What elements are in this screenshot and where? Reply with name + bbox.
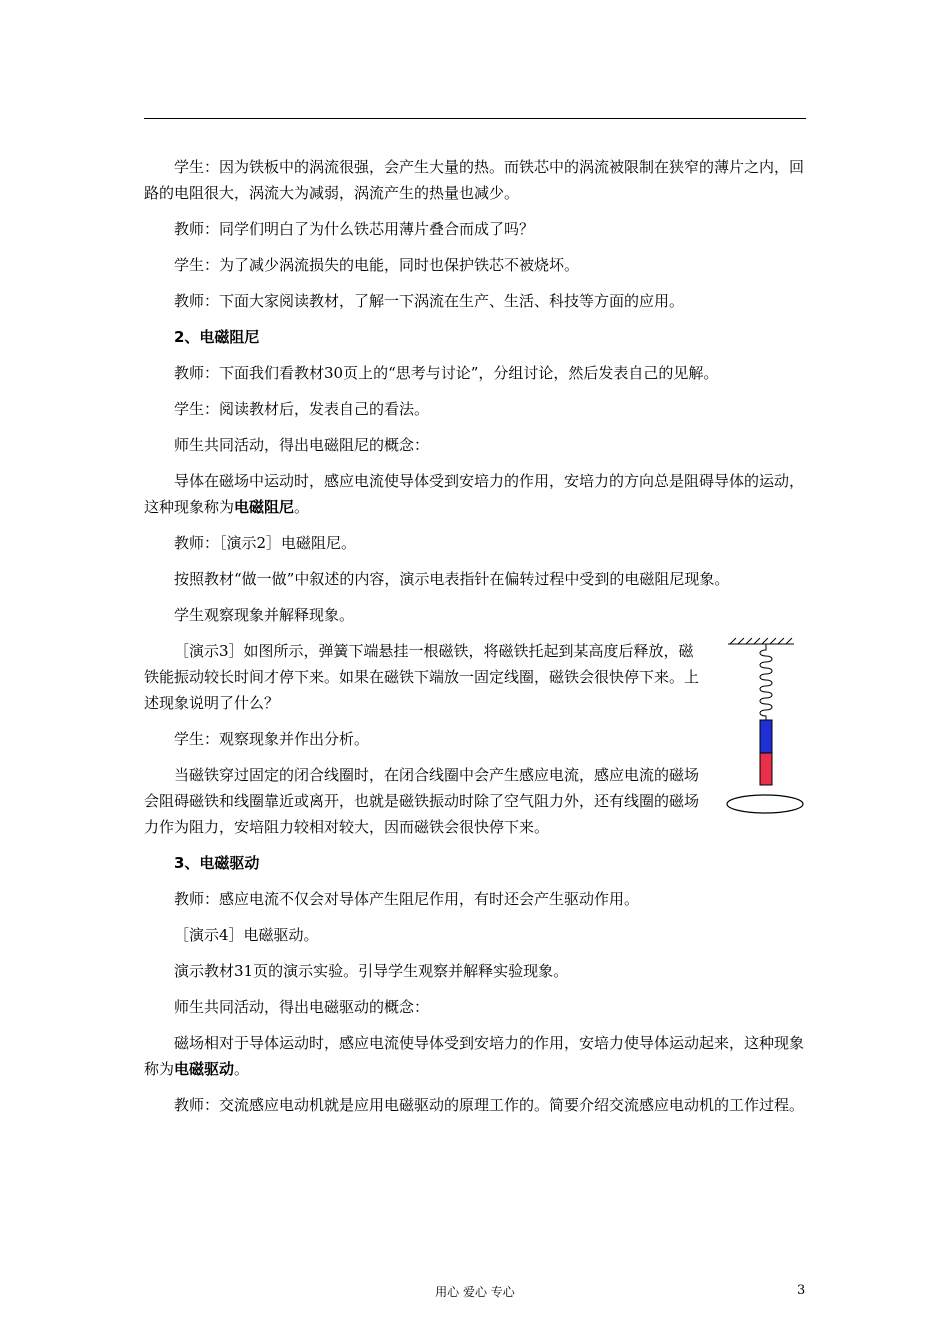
page-number: 3 (797, 1283, 806, 1298)
definition-end: 。 (294, 498, 310, 516)
definition-text: 导体在磁场中运动时，感应电流使导体受到安培力的作用，安培力的方向总是阻碍导体的运动，这种现象称为 (144, 472, 805, 516)
ceiling-mount (728, 638, 794, 644)
section-heading: 2、电磁阻尼 (174, 328, 260, 346)
paragraph: 教师：［演示2］电磁阻尼。 (174, 534, 357, 552)
definition-text: 磁场相对于导体运动时，感应电流使导体受到安培力的作用，安培力使导体运动起来，这种现象称为 (144, 1034, 805, 1078)
definition-paragraph (144, 468, 806, 520)
paragraph: 教师：下面大家阅读教材，了解一下涡流在生产、生活、科技等方面的应用。 (174, 292, 685, 310)
paragraph: 演示教材31页的演示实验。引导学生观察并解释实验现象。 (174, 962, 569, 980)
magnet-north (760, 720, 772, 753)
paragraph: ［演示3］如图所示，弹簧下端悬挂一根磁铁，将磁铁托起到某高度后释放，磁铁能振动较长时间才停下来。如果在磁铁下端放一固定线圈，磁铁会很快停下来。上述现象说明了什么？ (144, 642, 700, 712)
paragraph: 学生：为了减少涡流损失的电能，同时也保护铁芯不被烧坏。 (174, 256, 580, 274)
paragraph: 学生观察现象并解释现象。 (174, 606, 355, 624)
paragraph: 按照教材“做一做”中叙述的内容，演示电表指针在偏转过程中受到的电磁阻尼现象。 (174, 570, 730, 588)
paragraph: ［演示4］电磁驱动。 (174, 926, 319, 944)
paragraph: 教师：交流感应电动机就是应用电磁驱动的原理工作的。简要介绍交流感应电动机的工作过程。 (174, 1096, 805, 1114)
definition-paragraph (144, 1030, 806, 1082)
paragraph: 当磁铁穿过固定的闭合线圈时，在闭合线圈中会产生感应电流，感应电流的磁场会阻碍磁铁和线圈靠近或离开，也就是磁铁振动时除了空气阻力外，还有线圈的磁场力作为阻力，安培阻力较相对较大，因而磁铁会很快停下来。 (144, 766, 700, 836)
footer-motto: 用心 爱心 专心 (435, 1285, 515, 1299)
definition-end: 。 (234, 1060, 250, 1078)
spring (760, 644, 772, 720)
paragraph: 学生：因为铁板中的涡流很强，会产生大量的热。而铁芯中的涡流被限制在狭窄的薄片之内，回路的电阻很大，涡流大为减弱，涡流产生的热量也减少。 (144, 158, 805, 202)
paragraph: 教师：下面我们看教材30页上的“思考与讨论”，分组讨论，然后发表自己的见解。 (174, 364, 719, 382)
fixed-coil (727, 795, 803, 813)
paragraph: 师生共同活动，得出电磁阻尼的概念： (174, 436, 430, 454)
defined-term: 电磁阻尼 (234, 498, 295, 516)
spring-magnet-figure (722, 634, 808, 820)
paragraph: 学生：观察现象并作出分析。 (174, 730, 370, 748)
paragraph: 师生共同活动，得出电磁驱动的概念： (174, 998, 430, 1016)
paragraph: 学生：阅读教材后，发表自己的看法。 (174, 400, 430, 418)
magnet-south (760, 753, 772, 785)
paragraph: 教师：同学们明白了为什么铁芯用薄片叠合而成了吗？ (174, 220, 535, 238)
defined-term: 电磁驱动 (174, 1060, 235, 1078)
section-heading: 3、电磁驱动 (174, 854, 260, 872)
document-body (144, 154, 806, 1128)
paragraph: 教师：感应电流不仅会对导体产生阻尼作用，有时还会产生驱动作用。 (174, 890, 640, 908)
header-rule (144, 118, 806, 119)
